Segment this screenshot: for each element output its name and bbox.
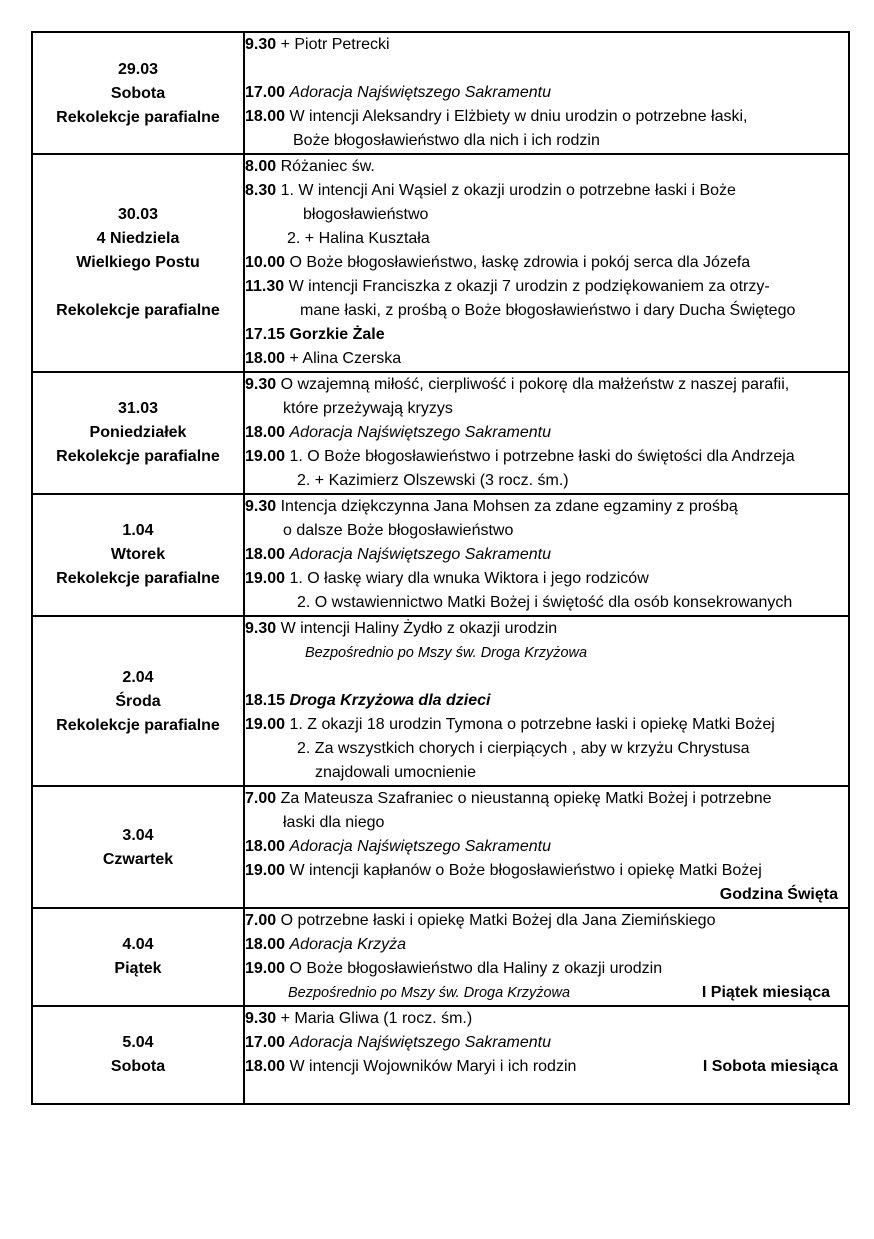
mass-time: 10.00 (245, 254, 286, 271)
entries-cell (244, 372, 849, 494)
mass-time: 9.30 (245, 376, 277, 393)
blank-line (245, 1079, 848, 1103)
day-label: Piątek (114, 960, 162, 977)
day-label: Czwartek (102, 851, 174, 868)
mass-time: 9.30 (245, 36, 277, 53)
day-cell (32, 494, 244, 616)
intention-text: Gorzkie Żale (289, 326, 385, 343)
intention-text: Droga Krzyżowa dla dzieci (289, 692, 491, 709)
intention-text: łaski dla niego (283, 814, 385, 831)
intention-text: znajdowali umocnienie (315, 764, 476, 781)
intention-text: Adoracja Najświętszego Sakramentu (289, 84, 551, 101)
mass-schedule-table (31, 31, 850, 1105)
mass-time: 17.15 (245, 326, 286, 343)
day-label (33, 275, 243, 299)
mass-time: 9.30 (245, 1010, 277, 1027)
intention-line (245, 299, 848, 323)
day-date: 4.04 (122, 936, 154, 953)
day-date: 3.04 (122, 827, 154, 844)
mass-time: 9.30 (245, 620, 277, 637)
intention-text: W intencji Wojowników Maryi i ich rodzin (289, 1058, 577, 1075)
intention-line (245, 251, 848, 275)
intention-text: O Boże błogosławieństwo, łaskę zdrowia i pokój serca dla Józefa (289, 254, 751, 271)
mass-time: 18.00 (245, 424, 286, 441)
intention-text: Boże błogosławieństwo dla nich i ich rodzin (293, 132, 600, 149)
day-label: 4 Niedziela (96, 230, 180, 247)
mass-time: 17.00 (245, 1034, 286, 1051)
day-label: Rekolekcje parafialne (56, 716, 220, 734)
intention-text: Adoracja Krzyża (289, 936, 406, 953)
day-date: 1.04 (122, 522, 154, 539)
intention-line (245, 761, 848, 785)
mass-time: 19.00 (245, 716, 286, 733)
intention-line (245, 519, 848, 543)
intention-text: W intencji Haliny Żydło z okazji urodzin (280, 620, 558, 637)
intention-line (245, 543, 848, 567)
entries-cell (244, 786, 849, 908)
intention-text: Bezpośrednio po Mszy św. Droga Krzyżowa (288, 985, 571, 1001)
intention-text: + Maria Gliwa (1 rocz. śm.) (280, 1010, 473, 1027)
intention-text: Za Mateusza Szafraniec o nieustanną opiekę Matki Bożej i potrzebne (280, 790, 772, 807)
intention-text: 2. + Halina Kuształa (287, 230, 430, 247)
day-row (32, 154, 849, 372)
day-label: Wielkiego Postu (76, 254, 200, 271)
intention-text: które przeżywają kryzys (283, 400, 453, 417)
mass-time: 8.00 (245, 158, 277, 175)
intention-line (245, 397, 848, 421)
day-row (32, 1006, 849, 1104)
schedule-body (32, 32, 849, 1104)
day-date: 2.04 (122, 668, 154, 686)
day-label: Środa (115, 692, 161, 710)
day-row (32, 32, 849, 154)
intention-line (245, 421, 848, 445)
intention-text: 1. O łaskę wiary dla wnuka Wiktora i jego rodziców (289, 570, 649, 587)
intention-text: O Boże błogosławieństwo dla Haliny z okazji urodzin (289, 960, 663, 977)
special-note: I Piątek miesiąca (701, 984, 830, 1001)
day-label: Rekolekcje parafialne (56, 302, 220, 319)
entries-cell (244, 494, 849, 616)
day-row (32, 786, 849, 908)
intention-line (245, 227, 848, 251)
intention-line (245, 859, 848, 883)
intention-text: 1. Z okazji 18 urodzin Tymona o potrzebne łaski i opiekę Matki Bożej (289, 716, 775, 733)
intention-line (245, 811, 848, 835)
day-cell (32, 372, 244, 494)
intention-text: + Alina Czerska (289, 350, 402, 367)
intention-line (245, 33, 848, 57)
day-date: 29.03 (117, 60, 159, 78)
entries-cell (244, 32, 849, 154)
day-cell (32, 616, 244, 786)
day-cell (32, 32, 244, 154)
intention-line (245, 1031, 848, 1055)
mass-time: 19.00 (245, 862, 286, 879)
intention-line (245, 689, 848, 713)
mass-time: 18.00 (245, 936, 286, 953)
intention-line (245, 787, 848, 811)
day-cell (32, 1006, 244, 1104)
day-label: Rekolekcje parafialne (56, 108, 220, 126)
intention-text: Bezpośrednio po Mszy św. Droga Krzyżowa (305, 645, 588, 661)
intention-text: Adoracja Najświętszego Sakramentu (289, 1034, 551, 1051)
intention-text: O wzajemną miłość, cierpliwość i pokorę dla małżeństw z naszej parafii, (280, 376, 790, 393)
day-cell (32, 786, 244, 908)
intention-text: + Piotr Petrecki (280, 36, 390, 53)
mass-time: 19.00 (245, 570, 286, 587)
intention-line (245, 933, 848, 957)
mass-time: 19.00 (245, 960, 286, 977)
day-date: 5.04 (122, 1034, 154, 1051)
intention-line (245, 179, 848, 203)
intention-line (245, 469, 848, 493)
day-label: Wtorek (110, 546, 166, 563)
mass-time: 19.00 (245, 448, 286, 465)
intention-line (245, 1007, 848, 1031)
intention-text: Adoracja Najświętszego Sakramentu (289, 424, 551, 441)
intention-line (245, 909, 848, 933)
mass-time: 9.30 (245, 498, 277, 515)
intention-line (245, 883, 848, 907)
intention-line (245, 1055, 848, 1079)
intention-line (245, 275, 848, 299)
intention-line (245, 713, 848, 737)
entries-cell (244, 154, 849, 372)
intention-line (245, 957, 848, 981)
intention-line (245, 323, 848, 347)
intention-line (245, 105, 848, 129)
intention-line (245, 835, 848, 859)
intention-line (245, 617, 848, 641)
intention-line (245, 445, 848, 469)
intention-text: W intencji kapłanów o Boże błogosławieństwo i opiekę Matki Bożej (289, 862, 762, 879)
special-note: I Sobota miesiąca (702, 1058, 838, 1075)
intention-line (245, 981, 848, 1005)
entries-cell (244, 908, 849, 1006)
entries-cell (244, 1006, 849, 1104)
mass-time: 18.00 (245, 838, 286, 855)
intention-text: 1. W intencji Ani Wąsiel z okazji urodzin o potrzebne łaski i Boże (280, 182, 736, 199)
blank-line (245, 665, 848, 689)
mass-time: 17.00 (245, 84, 286, 101)
intention-text: błogosławieństwo (303, 206, 429, 223)
mass-time: 8.30 (245, 182, 277, 199)
intention-line (245, 155, 848, 179)
intention-text: W intencji Aleksandry i Elżbiety w dniu urodzin o potrzebne łaski, (289, 108, 748, 125)
mass-time: 11.30 (245, 278, 285, 295)
day-label: Rekolekcje parafialne (56, 448, 220, 465)
intention-line (245, 737, 848, 761)
intention-text: mane łaski, z prośbą o Boże błogosławieństwo i dary Ducha Świętego (300, 302, 796, 319)
day-row (32, 494, 849, 616)
day-date: 30.03 (117, 206, 159, 223)
day-row (32, 616, 849, 786)
intention-text: 2. O wstawiennictwo Matki Bożej i świętość dla osób konsekrowanych (297, 594, 793, 611)
intention-text: 2. + Kazimierz Olszewski (3 rocz. śm.) (297, 472, 569, 489)
intention-text: 2. Za wszystkich chorych i cierpiących , aby w krzyżu Chrystusa (297, 740, 750, 757)
intention-line (245, 373, 848, 397)
blank-line (245, 57, 848, 81)
mass-time: 18.00 (245, 350, 286, 367)
mass-time: 7.00 (245, 912, 277, 929)
intention-line (245, 567, 848, 591)
day-label: Poniedziałek (89, 424, 187, 441)
intention-text: Adoracja Najświętszego Sakramentu (289, 838, 551, 855)
intention-line (245, 203, 848, 227)
intention-line (245, 129, 848, 153)
day-label: Sobota (110, 1058, 166, 1075)
mass-time: 18.00 (245, 1058, 286, 1075)
day-date: 31.03 (117, 400, 159, 417)
intention-text: 1. O Boże błogosławieństwo i potrzebne łaski do świętości dla Andrzeja (289, 448, 795, 465)
intention-text: W intencji Franciszka z okazji 7 urodzin z podziękowaniem za otrzy- (288, 278, 770, 295)
intention-text: Adoracja Najświętszego Sakramentu (289, 546, 551, 563)
mass-time: 18.00 (245, 108, 286, 125)
intention-line (245, 347, 848, 371)
intention-text: O potrzebne łaski i opiekę Matki Bożej dla Jana Ziemińskiego (280, 912, 716, 929)
day-label: Sobota (110, 84, 166, 102)
intention-line (245, 495, 848, 519)
intention-line (245, 591, 848, 615)
intention-text: Różaniec św. (280, 158, 375, 175)
special-note: Godzina Święta (719, 886, 838, 903)
day-row (32, 372, 849, 494)
entries-cell (244, 616, 849, 786)
day-row (32, 908, 849, 1006)
mass-time: 7.00 (245, 790, 277, 807)
intention-text: o dalsze Boże błogosławieństwo (283, 522, 514, 539)
intention-line (245, 81, 848, 105)
mass-time: 18.15 (245, 692, 286, 709)
mass-time: 18.00 (245, 546, 286, 563)
intention-line (245, 641, 848, 665)
day-cell (32, 154, 244, 372)
day-cell (32, 908, 244, 1006)
intention-text: Intencja dziękczynna Jana Mohsen za zdane egzaminy z prośbą (280, 498, 738, 515)
day-label: Rekolekcje parafialne (56, 570, 220, 587)
